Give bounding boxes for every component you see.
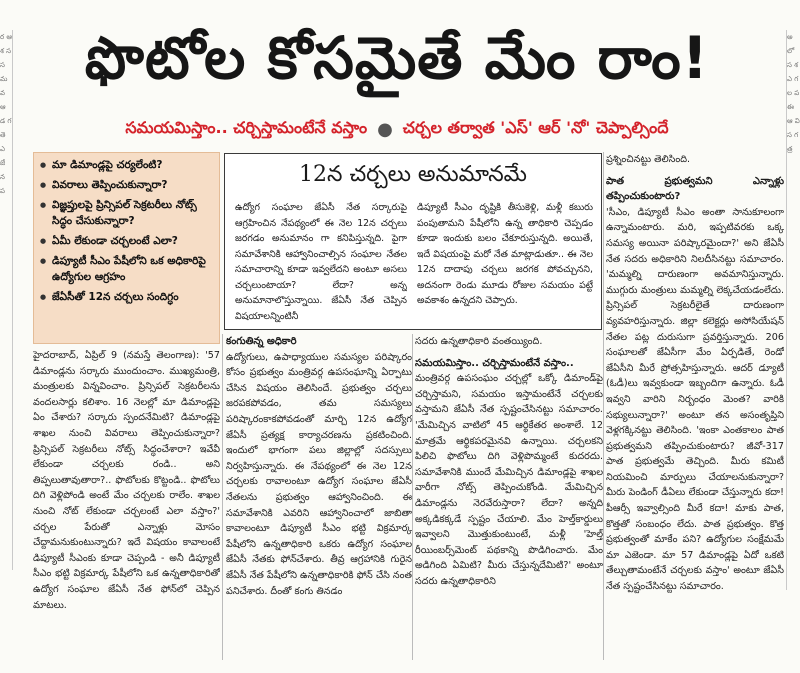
highlight-item: ● ఏమీ లేకుండా చర్చలంటే ఎలా? <box>40 233 215 249</box>
subheadline <box>32 112 762 146</box>
section-title: సమయమిస్తాం.. చర్చిస్తామంటేనే వస్తాం.. <box>415 357 574 369</box>
column-mid-1 <box>226 334 412 660</box>
section-body: ఉద్యోగులు, ఉపాధ్యాయుల సమస్యల పరిష్కారం కోసం ప్రభుత్వం మంత్రివర్గ ఉపసంఘాన్ని ఏర్పాటు చేసిన విషయం తెలిసిందే. ప్రభుత్వం చర్చలు జరపకపోవడం, తమ సమస్యలు పరిష్కారంకాకపోవడంతో మార్చి 12న ఉద్యోగ జేఏసీ ప్రత్యక్ష కార్యాచరణను ప్రకటించింది. ఇందులో భాగంగా పలు జిల్లాల్లో సదస్సులు నిర్వహిస్తున్నారు. ఈ నేపథ్యంలో ఈ నెల 12న చర్చలకు రావాలంటూ ఉద్యోగ సంఘాల జేఏసీ నేతలను ప్రభుత్వం ఆహ్వానించింది. ఈ సమావేశానికి ఎవరిని ఆహ్వానించాలో జాబితా కావాలంటూ డిప్యూటీ సీఎం భట్టి విక్రమార్క పేషీలోని ఉన్నతాధికారి ఒకరు ఉద్యోగ సంఘాల జేఏసీ నేతకు ఫోన్‌చేశారు. తీవ్ర ఆగ్రహానికి గురైన జేఏసీ నేత పేషీలోని ఉన్నతాధికారికి ఫోన్ చేసి నంత పనిచేశారు. దీంతో కంగు తినడం <box>226 351 412 597</box>
column-divider <box>603 152 604 660</box>
highlight-item: ● మా డిమాండ్లపై చర్యలేంటి? <box>40 157 215 173</box>
subheadline-right: చర్చల తర్వాత 'ఎస్' ఆర్ 'నో' చెప్పాల్సిందే <box>402 117 669 137</box>
highlight-item: ● డిప్యూటీ సీఎం పేషీలోని ఒక అధికారిపై ఉద్యోగుల ఆగ్రహం <box>40 253 215 285</box>
left-edge-clipped-text: ర ఆ శ స స మ వ ఆ డ గ తె ఎ జే న ప <box>0 30 13 570</box>
right-edge-clipped-text: అ లో స శ ఎ గ ల ప ఈ ఆ వి స గ త్ర <box>786 30 800 590</box>
box-column-1: ఉద్యోగ సంఘాల జేఏసీ నేత సర్కారుపై ఆగ్రహించిన నేపథ్యంలో ఈ నెల 12న చర్చలు జరగడం అనుమానం గా కనిపిస్తున్నది. పైగా సమావేశానికి ఆహ్వానించాల్సిన సంఘాల నేతల సమాచారాన్ని కూడా ఇవ్వలేదని అంటూ అసలు చర్చలుంటాయా? లేదా? అన్న అనుమానాలొస్తున్నాయి. జేఏసీ నేత చెప్పిన విషయాలన్నింటినీ <box>235 202 407 322</box>
section-body: 'సీఎం, డిప్యూటీ సీఎం అంతా సానుకూలంగా ఉన్నామంటారు. మరి, ఇప్పటివరకు ఒక్క సమస్య అయినా పరిష్కారమైందా?' అని జేఏసీ నేత సదరు అధికారిని నిలదీసినట్టు సమాచారం. 'మమ్మల్ని దారుణంగా అవమానిస్తున్నారు. ముగ్గురు మంత్రులు మమ్మల్ని లెక్కచేయడంలేదు. ప్రిన్సిపల్ సెక్రటరీలైతే దారుణంగా వ్యవహరిస్తున్నారు. జిల్లా కలెక్టర్లు అసోసియేషన్ నేతల పట్ల దురుసుగా ప్రవర్తిస్తున్నారు. 206 సంఘాలతో జేఏసీగా మేం ఏర్పడితే, రెండో జేఏసీని మీరే ప్రోత్సహిస్తున్నారు. ఆదర్ డ్యూటీ (ఓడీ)లు ఇవ్వకుండా ఇబ్బందిగా ఉన్నారు. ఓడీ ఇవ్వని వారిని నిర్బంధం మెంత? వారికి సభ్యులున్నారా?' అంటూ తన అసంతృప్తిని వెళ్లగక్కినట్టు తెలిసింది. 'ఇంకా ఎంతకాలం పాత ప్రభుత్వమని తప్పించుకుంటారు? జీవో-317 పాత ప్రభుత్వమే తెచ్చింది. మీరు కమిటీ నియమించి మార్పులు చేయాలనుకున్నారా? మీరు పెండింగ్ డీఏలు లేకుండా చేస్తున్నారు కదా! పీఆర్సీ ఇవ్వాల్సింది మీరే కదా! మాకు పాత, కొత్తతో సంబంధం లేదు. పాత ప్రభుత్వం. కొత్త ప్రభుత్వంతో మాకేం పని? ఉద్యోగుల సంక్షేమమే మా ఎజెండా. మా 57 డిమాండ్లపై ఏదో ఒకటి తేల్చుతామంటేనే చర్చలకు వస్తాం' అంటూ జేఏసీ నేత స్పష్టంచేసినట్టు సమాచారం. <box>606 206 784 593</box>
section-intro: ప్రశ్నించినట్టు తెలిసింది. <box>606 154 691 165</box>
section-title: కంగుతిన్న అధికారి <box>226 336 297 347</box>
bullet-dot-icon: ● <box>377 118 393 140</box>
column-divider <box>222 334 223 660</box>
section-body: మంత్రివర్గ ఉపసంఘం చర్చల్లో ఒక్కో డిమాండ్‌పై చర్చిస్తామని, సమయం ఇస్తామంటేనే చర్చలకు వస్తామని జేఏసీ నేత స్పష్టంచేసినట్టు సమాచారం. 'మేమిచ్చిన వాటిలో 45 ఆర్థికేతర అంశాలే. 12 మాత్రమే ఆర్థికపరమైనవి ఉన్నాయి. చర్చలకని పిలిచి ఫొటోలు దిగి వెళ్లిపొమ్మంటే కుదరదు. సమావేశానికి ముందే మేమిచ్చిన డిమాండ్లపై శాఖల వారీగా నోట్స్ తెప్పించుకోండి. మేమిచ్చిన డిమాండ్లను నెరవేరుస్తారా? లేదా? అన్నది అక్కడికక్కడే స్పష్టం చేయాలి. మేం హెల్త్‌కార్డులు ఇవ్వాలని మొత్తుకుంటుంటే, మళ్లీ 'హెల్త్ రీయింబర్స్‌మెంట్ పథకాన్ని పొడిగించారు. మేం అడిగింది ఏమిటి? మీరు చేస్తున్నదేమిటి?' అంటూ సదరు ఉన్నతాధికారిని <box>415 373 603 587</box>
highlight-item: ● విజ్ఞప్తులపై ప్రిన్సిపల్ సెక్రటరీలు నోట్స్ సిద్ధం చేసుకున్నారా? <box>40 197 215 229</box>
headline: ఫొటోల కోసమైతే మేం రాం! <box>84 24 710 92</box>
box-title: 12న చర్చలు అనుమానమే <box>299 162 527 187</box>
boxed-sidebar <box>224 153 602 330</box>
column-mid-2 <box>415 334 603 660</box>
column-divider <box>412 334 413 660</box>
column-left: హైదరాబాద్, ఏప్రిల్ 9 (నమస్తే తెలంగాణ): '57 డిమాండ్లను సర్కారు ముందుంచాం. ముఖ్యమంత్రి, మంత్రులకు విన్నవించాం. ప్రిన్సిపల్ సెక్రటరీలను వందలసార్లు కలిశాం. 16 నెలల్లో మా డిమాండ్లపై ఏం చేశారు? సర్కారు స్పందనేమిటి? డిమాండ్లపై శాఖల నుంచి వివరాలు తెప్పించుకున్నారా? ప్రిన్సిపల్ సెక్రటరీలు నోట్స్ సిద్ధంచేశారా? ఇవేవీ లేకుండా చర్చలకు రండి.. అని తిప్పలుతావుతారా?.. ఫొటోలకు కొట్టండి.. ఫొటోలు దిగి వెళ్లిపోండి అంటే మేం చర్చలకు రాలేం. శాఖల నుంచి నోట్ లేకుండా చర్చలంటే ఎలా వస్తాం?' చర్చల పేరుతో ఎన్నాళ్లు మోసం చేద్దామనుకుంటున్నారు? ఇదే విషయం కావాలంటే డిప్యూటీ సీఎంకు కూడా చెప్పండి - అనీ డిప్యూటీ సీఎం భట్టి విక్రమార్క పేషీలోని ఒక ఉన్నతాధికారితో ఉద్యోగ సంఘాల జేఏసీ నేత ఫోన్‌లో చెప్పిన మాటలు. <box>33 350 220 611</box>
highlight-item: ● వివరాలు తెప్పించుకున్నారా? <box>40 177 215 193</box>
section-title: పాత ప్రభుత్వమని ఎన్నాళ్లు తప్పించుకుంటారు? <box>606 175 784 203</box>
subheadline-left: సమయమిస్తాం.. చర్చిస్తామంటేనే వస్తాం <box>125 117 368 137</box>
section-intro: సదరు ఉన్నతాధికారి వంతయ్యింది. <box>415 336 543 347</box>
highlight-item: ● జేఏసీతో 12న చర్చలు సందిగ్ధం <box>40 289 215 305</box>
column-right <box>606 152 784 660</box>
highlights-box <box>33 152 220 344</box>
box-column-2: డిప్యూటీ సీఎం దృష్టికి తీసుకెళ్లి, మళ్లీ కబురు పంపుతామని పేషీలోని ఉన్న తాధికారి చెప్పడం కూడా ఇందుకు బలం చేకూరుస్తున్నది. అయితే, ఇదే విషయంపై మరో నేత మాట్లాడుతూ.. ఈ నెల 12న దాదాపు చర్చలు జరగక పోవచ్చునని, అదనంగా రెండు మూడు రోజుల సమయం పట్టే అవకాశం ఉన్నదని చెప్పారు. <box>417 202 593 306</box>
